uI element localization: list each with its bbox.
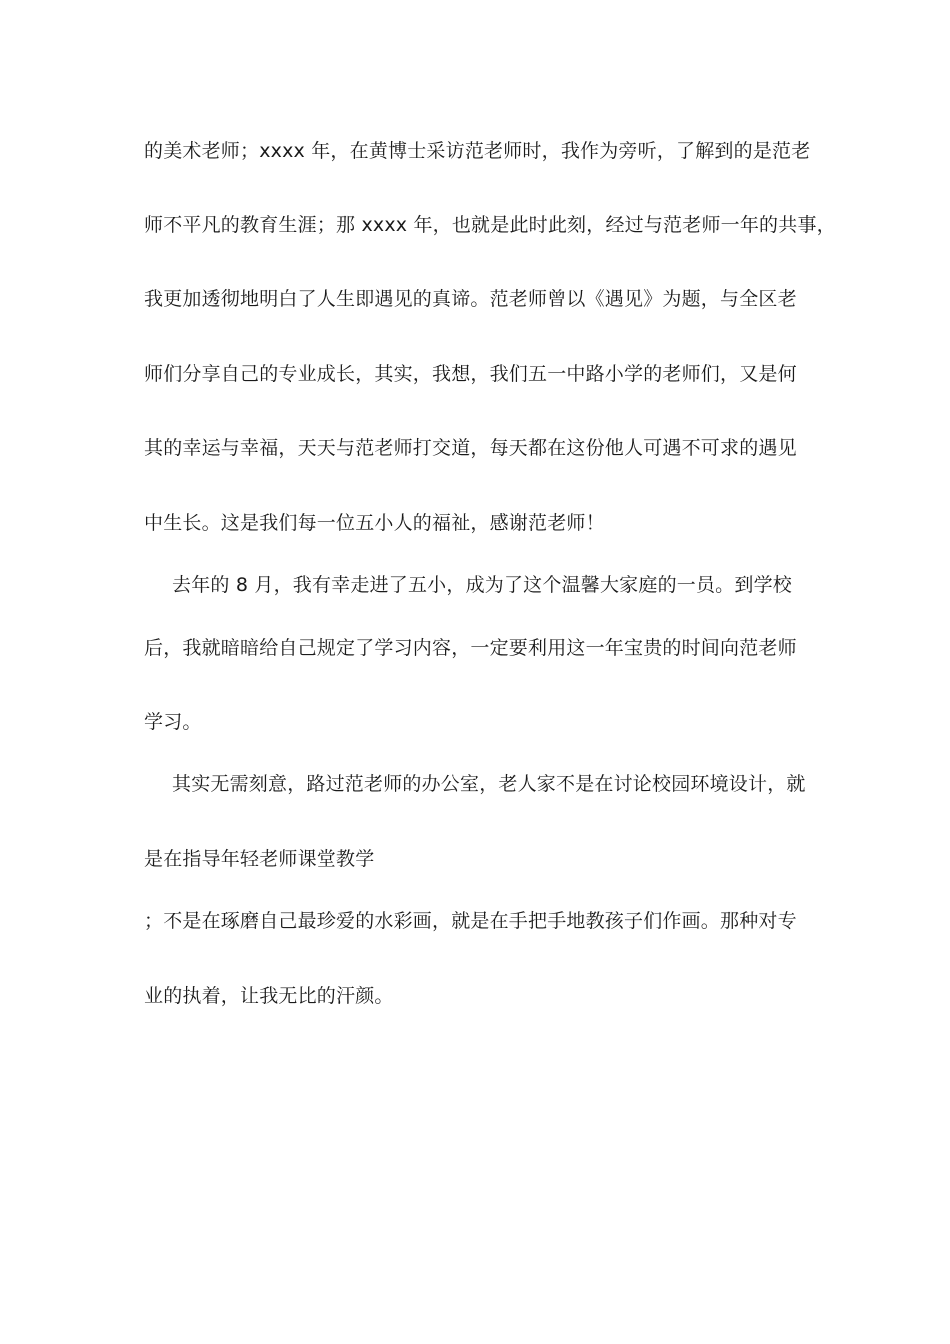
text-line-11: 是在指导年轻老师课堂教学 (144, 848, 375, 870)
text-line-12: ；不是在琢磨自己最珍爱的水彩画，就是在手把手地教孩子们作画。那种对专 (144, 910, 797, 932)
text-line-6: 中生长。这是我们每一位五小人的福祉，感谢范老师！ (144, 512, 605, 534)
text-line-9: 学习。 (144, 711, 202, 733)
text-line-3: 我更加透彻地明白了人生即遇见的真谛。范老师曾以《遇见》为题，与全区老 (144, 288, 797, 310)
text-line-7: 去年的 8 月，我有幸走进了五小，成为了这个温馨大家庭的一员。到学校 (172, 574, 792, 596)
text-line-5: 其的幸运与幸福，天天与范老师打交道，每天都在这份他人可遇不可求的遇见 (144, 437, 797, 459)
text-line-10: 其实无需刻意，路过范老师的办公室，老人家不是在讨论校园环境设计，就 (172, 773, 806, 795)
text-line-4: 师们分享自己的专业成长，其实，我想，我们五一中路小学的老师们，又是何 (144, 363, 797, 385)
text-line-2: 师不平凡的教育生涯；那 xxxx 年，也就是此时此刻，经过与范老师一年的共事， (144, 214, 836, 236)
text-line-13: 业的执着，让我无比的汗颜。 (144, 985, 394, 1007)
text-line-8: 后，我就暗暗给自己规定了学习内容，一定要利用这一年宝贵的时间向范老师 (144, 637, 797, 659)
text-line-1: 的美术老师；xxxx 年，在黄博士采访范老师时，我作为旁听，了解到的是范老 (144, 140, 811, 162)
